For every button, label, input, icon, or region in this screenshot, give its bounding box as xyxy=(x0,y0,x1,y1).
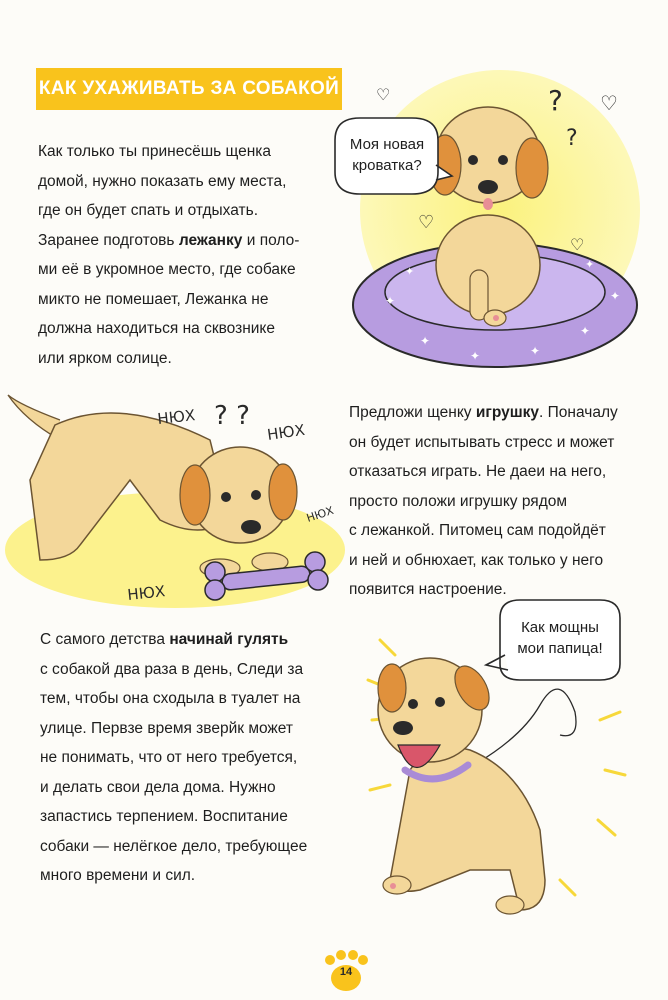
svg-text:✦: ✦ xyxy=(610,289,621,303)
text-line: не понимать, что от него требуется, xyxy=(40,749,298,766)
text-line: отказаться играть. Не даеи на него, xyxy=(349,463,607,480)
svg-text:?: ? xyxy=(566,126,578,151)
svg-text:♡: ♡ xyxy=(600,91,618,115)
text-line: домой, нужно показать ему места, xyxy=(38,172,287,190)
text-line: появится настроение. xyxy=(349,581,507,598)
page-title: КАК УХАЖИВАТЬ ЗА СОБАКОЙ xyxy=(38,78,340,99)
svg-text:? ?: ? ? xyxy=(214,401,250,431)
text-line: и ней и обнюхает, как только у него xyxy=(349,551,604,569)
text-line: тем, чтобы она сходыла в туалет на xyxy=(40,690,301,707)
bold-term-toy: игрушку xyxy=(475,404,540,421)
text-segment: . Поначалу xyxy=(539,404,618,421)
text-line: запастись терпением. Воспитание xyxy=(40,808,288,825)
text-line: должна находиться на сквознике xyxy=(38,320,276,337)
bold-term-walk: начинай гулять xyxy=(169,631,289,648)
text-line: просто положи игрушку рядом xyxy=(349,492,568,510)
text-line: Как только ты принесёшь щенка xyxy=(38,143,272,160)
text-line: или ярком солице. xyxy=(38,349,172,367)
text-segment: Заранее подготовь xyxy=(38,231,179,249)
svg-text:✦: ✦ xyxy=(580,324,591,338)
text-segment: и поло- xyxy=(242,231,300,249)
sniff-word: НЮХ xyxy=(126,582,166,604)
text-line: микто не помешает, Лежанка не xyxy=(38,290,269,308)
svg-text:✦: ✦ xyxy=(530,344,541,358)
svg-text:✦: ✦ xyxy=(420,334,431,348)
text-segment: Предложи щенку xyxy=(349,404,476,421)
bubble-line: кроватка? xyxy=(352,157,422,174)
text-line: улице. Первзе время зверйк может xyxy=(40,719,294,737)
text-line: ми её в укромное место, где собаке xyxy=(38,261,296,278)
sniff-word: НЮХ xyxy=(156,406,196,428)
svg-text:✦: ✦ xyxy=(405,266,415,278)
svg-text:?: ? xyxy=(548,84,563,117)
bold-term-bed: лежанку xyxy=(178,231,243,249)
sniff-word: НЮХ xyxy=(266,420,306,444)
text-line: и делать свои дела дома. Нужно xyxy=(40,778,276,796)
svg-text:♡: ♡ xyxy=(418,212,435,233)
svg-text:✦: ✦ xyxy=(470,349,481,363)
svg-text:✦: ✦ xyxy=(385,294,396,308)
text-line: он будет испытывать стресс и может xyxy=(349,433,615,451)
bubble-line: мои папица! xyxy=(517,640,603,657)
text-line: с собакой два раза в день, Следи за xyxy=(40,660,304,678)
bubble-text-paws xyxy=(504,617,616,659)
svg-text:♡: ♡ xyxy=(376,85,391,104)
text-line: собаки — нелёгкое дело, требующее xyxy=(40,837,308,855)
text-line: с лежанкой. Питомец сам подойдёт xyxy=(349,522,606,539)
text-segment: С самого детства xyxy=(40,631,170,648)
sniff-word: НЮХ xyxy=(304,503,336,525)
left-ear xyxy=(378,664,406,712)
svg-text:✦: ✦ xyxy=(585,259,595,271)
bubble-line: Как мощны xyxy=(521,619,599,636)
bubble-line: Моя новая xyxy=(349,136,425,153)
text-line: много времени и сил. xyxy=(40,867,196,884)
page-number: 14 xyxy=(339,966,353,978)
text-line: где он будет спать и отдыхать. xyxy=(38,202,258,219)
svg-text:♡: ♡ xyxy=(570,235,585,254)
